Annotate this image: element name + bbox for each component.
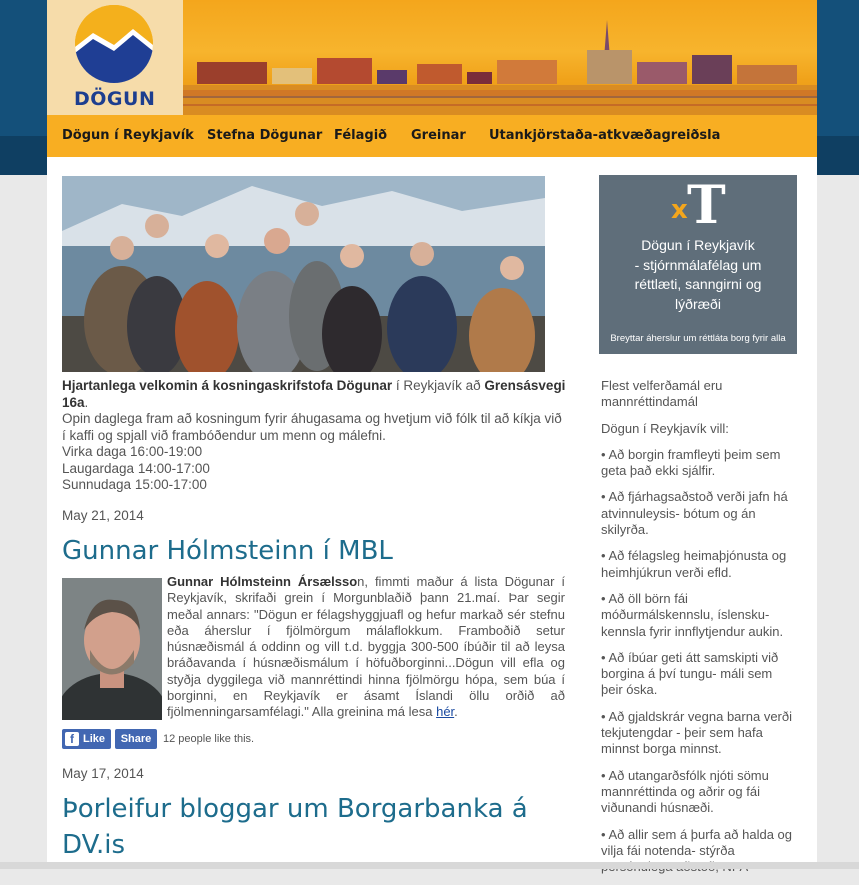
post-author: Gunnar Hólmsteinn Ársælsso [167, 574, 358, 589]
policy-item: • Að allir sem á þurfa að halda og vilja fái notenda- stýrða [601, 826, 793, 858]
candidates-group-photo [62, 176, 545, 372]
post-date: May 21, 2014 [62, 508, 144, 523]
nav-item-felagid[interactable]: Félagið [334, 128, 388, 143]
ad-line: Dögun í Reykjavík [641, 237, 755, 253]
post-title[interactable]: Þorleifur bloggar um Borgarbanka á DV.is [62, 794, 528, 860]
post-date: May 17, 2014 [62, 766, 144, 781]
nav-item-utankjorstada[interactable]: Utankjörstaða-atkvæðagreiðsla [489, 128, 721, 143]
post-body: n, fimmti maður á lista Dögunar í Reykjavík, skrifaði grein í Morgunblaðið þann 21.maí. Þar segir meðal annars: "Dögun er félagshyggjuafl og hefur markað sér stefnu eða áherslur í fjölmörgum málaflokkum. Framboðið setur húsnæðismál á oddinn og vill t.d. byggja 300-500 íbúðir til að leysa bráðavanda í húsnæðismálum í höfuðborginni...Dögun vill efla og styðja dyggilega við mannréttindi hinna fjölmörgu hópa, sem búa í borginni, en Reykjavík er ásamt Íslandi öllu orðið að fjölmenningarsamfélagi." Alla greinina má lesa [167, 574, 565, 720]
nav-item-dogun-i-reykjavik[interactable]: Dögun í Reykjavík [62, 128, 194, 143]
sidebar-subheading: Dögun í Reykjavík vill: [601, 420, 729, 436]
ad-line: lýðræði [675, 295, 721, 312]
ad-line: réttlæti, sanngirni og [634, 276, 762, 292]
logo-text: DÖGUN [74, 88, 156, 110]
welcome-rest: í Reykjavík að [392, 378, 485, 393]
main-navigation [47, 115, 817, 157]
policy-item: • Að fjárhagsaðstoð verði jafn há atvinnuleysis- bótum og án skilyrða. [601, 489, 788, 538]
facebook-f-icon: f [65, 732, 79, 746]
ad-line: - stjórnmálafélag um [634, 256, 762, 273]
welcome-end: . [84, 394, 89, 410]
intro-text [62, 378, 567, 494]
sun-mountain-logo-icon [75, 5, 153, 83]
xt-logo-icon: T [687, 175, 726, 236]
policy-list [601, 447, 797, 876]
sidebar-intro: Flest velferðamál eru mannréttindamál [601, 378, 723, 410]
policy-item: • Að gjaldskrár vegna barna verði tekjutengdar - þeir sem hafa minnst borga minnst. [601, 708, 792, 757]
opening-text: Opin daglega fram að kosningum fyrir áhugasama og hvetjum við fólk til að kíkja við í kaffi og spjall við frambóðendur um menn og málefni. [62, 411, 562, 443]
logo-area[interactable] [47, 0, 183, 115]
post-title[interactable]: Gunnar Hólmsteinn í MBL [62, 536, 393, 566]
author-portrait-image [62, 578, 162, 720]
welcome-heading: Hjartanlega velkomin á kosningaskrifstofa Dögunar [62, 378, 393, 393]
hours-weekdays: Virka daga 16:00-19:00 [62, 444, 203, 459]
like-count: 12 people like this. [163, 733, 255, 745]
page-container [47, 0, 817, 869]
facebook-like-button[interactable] [62, 729, 111, 749]
read-more-link[interactable]: hér [436, 704, 455, 720]
policy-item: • Að öll börn fái móðurmálskennslu, íslensku- kennsla fyrir innflytjendur aukin. [601, 590, 784, 639]
sidebar-text [601, 378, 797, 885]
nav-item-greinar[interactable]: Greinar [411, 128, 466, 143]
ad-tagline: Breyttar áherslur um réttláta borg fyrir alla [610, 333, 786, 344]
xt-campaign-ad[interactable] [599, 175, 797, 354]
policy-item: • Að íbúar geti átt samskipti við borgina á því tungu- máli sem þeir óska. [601, 649, 779, 698]
policy-item: • Að utangarðsfólk njóti sömu mannréttinda og aðrir og fái viðunandi húsnæði. [601, 767, 769, 816]
facebook-share-button[interactable] [115, 729, 157, 749]
share-label: Share [120, 733, 152, 745]
horizontal-scrollbar[interactable] [0, 862, 859, 869]
policy-item: • Að borgin framfleyti þeim sem geta það ekki sjálfir. [601, 446, 781, 479]
hours-saturday: Laugardaga 14:00-17:00 [62, 460, 210, 476]
nav-item-stefna-dogunar[interactable]: Stefna Dögunar [207, 128, 323, 143]
post-excerpt [167, 574, 565, 721]
post-body-end: . [454, 704, 458, 720]
like-label: Like [83, 733, 106, 745]
xt-logo-x: x [671, 195, 688, 225]
ad-title [599, 236, 797, 314]
policy-item: • Að félagsleg heimaþjónusta og heimhjúkrun verði efld. [601, 548, 787, 580]
header-banner [47, 0, 817, 115]
hours-sunday: Sunnudaga 15:00-17:00 [62, 477, 207, 492]
office-address: Grensásvegi 16a [62, 378, 566, 410]
